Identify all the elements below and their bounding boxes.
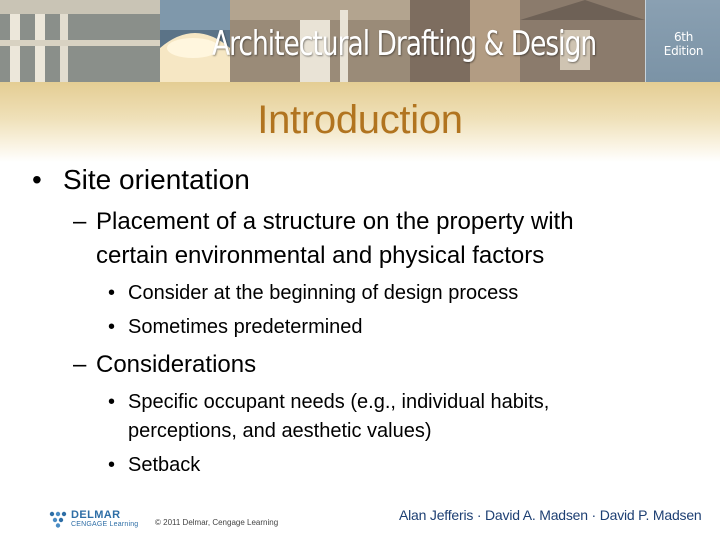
edition-number: 6th <box>673 30 694 44</box>
copyright-notice: © 2011 Delmar, Cengage Learning <box>155 518 279 527</box>
edition-badge <box>645 0 720 82</box>
delmar-logo-icon <box>48 510 68 528</box>
sub-bullet-line2: certain environmental and physical factors <box>96 242 545 269</box>
bullet-dash: – <box>73 351 87 378</box>
bullet-dot: • <box>108 316 116 338</box>
bullet-dot: • <box>108 454 116 476</box>
point-text: Setback <box>128 454 201 476</box>
bullet-dot: • <box>32 164 42 195</box>
point-text: Consider at the beginning of design process <box>128 282 519 304</box>
book-title: Architectural Drafting & Design <box>212 24 597 64</box>
bullet-text: Site orientation <box>63 164 250 195</box>
author-credits: Alan Jefferis · David A. Madsen · David P. Madsen <box>399 507 702 523</box>
logo-subtitle: CENGAGE Learning <box>71 521 139 528</box>
slide-title: Introduction <box>257 98 463 142</box>
point-text: Sometimes predetermined <box>128 316 363 338</box>
sub-bullet-line1: Placement of a structure on the property with <box>96 208 574 235</box>
sub-bullet-text: Considerations <box>96 351 257 378</box>
edition-label: Edition <box>663 44 704 58</box>
bullet-dot: • <box>108 391 116 413</box>
logo-name: DELMAR <box>71 509 121 521</box>
bullet-dot: • <box>108 282 116 304</box>
point-line2: perceptions, and aesthetic values) <box>128 420 432 442</box>
bullet-dash: – <box>73 208 87 235</box>
header-banner <box>0 0 720 82</box>
publisher-logo <box>48 508 148 530</box>
point-line1: Specific occupant needs (e.g., individual habits, <box>128 391 550 413</box>
